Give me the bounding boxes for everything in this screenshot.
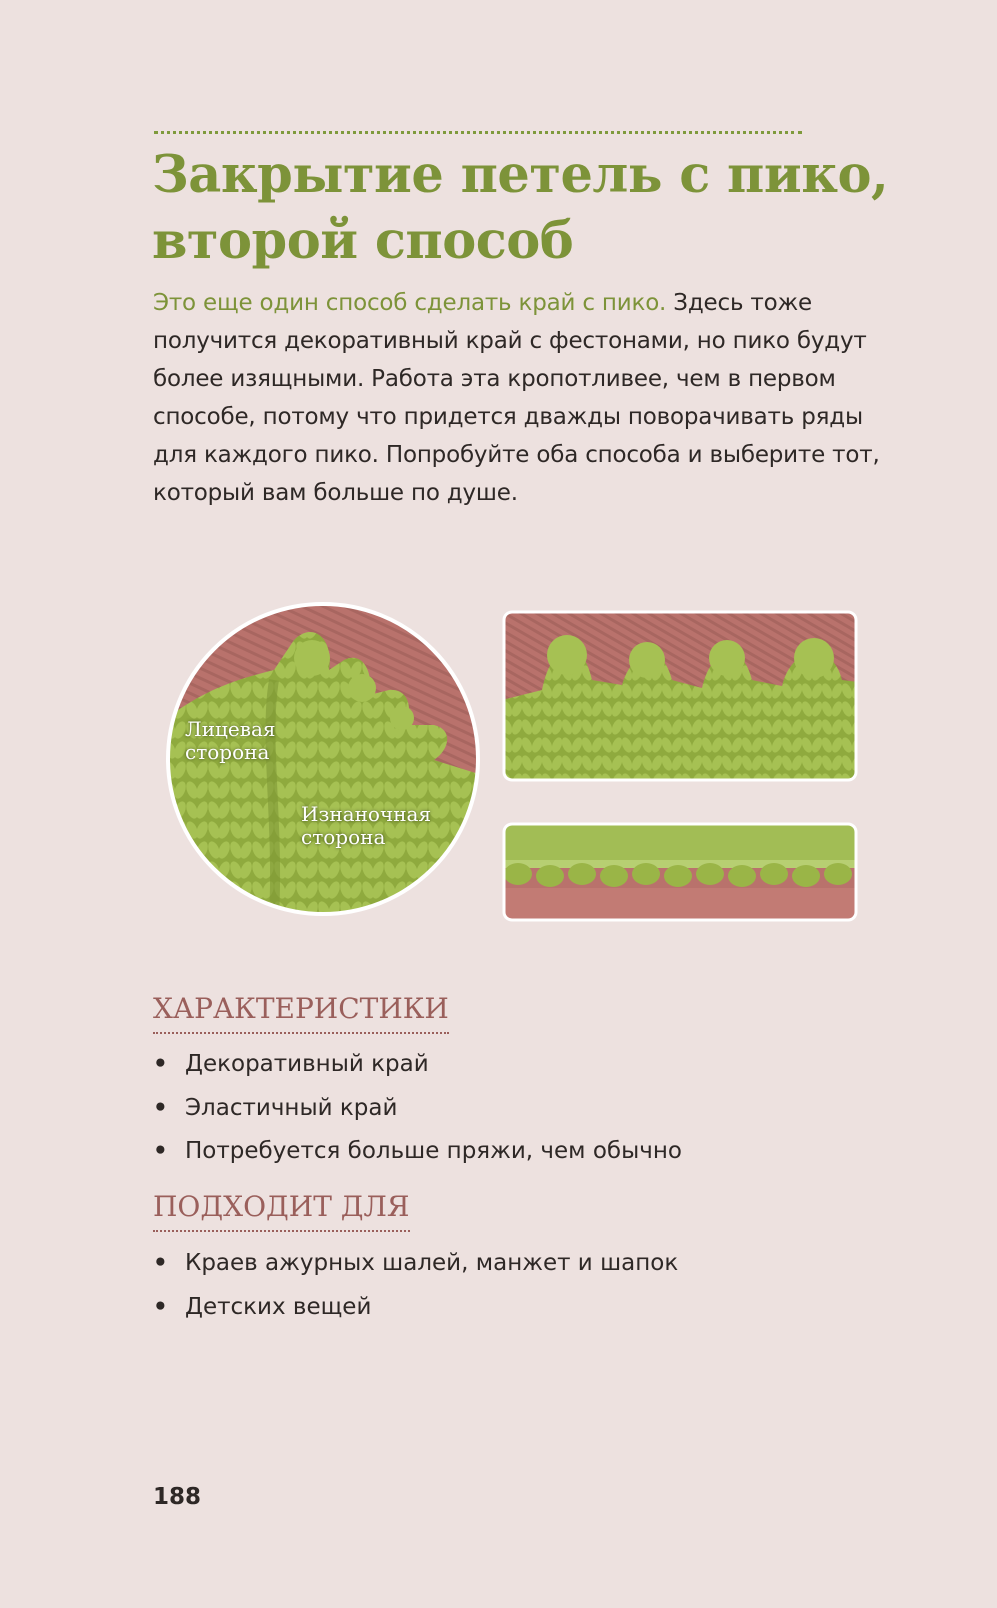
list-item-text: Декоративный край: [185, 1051, 429, 1077]
bullet-icon: •: [153, 1138, 168, 1164]
page-title-line-1: Закрытие петель с пико,: [152, 145, 889, 205]
list-item-text: Краев ажурных шалей, манжет и шапок: [185, 1250, 679, 1276]
list-item-text: Эластичный край: [185, 1094, 398, 1121]
photo-label-back-line-2: сторона: [301, 825, 386, 849]
photo-label-back-line-1: Изнаночная: [301, 802, 432, 826]
list-item-text: Потребуется больше пряжи, чем обычно: [185, 1138, 682, 1164]
photo-label-front-side: [185, 718, 276, 764]
suitable-for-heading: ПОДХОДИТ ДЛЯ: [153, 1190, 410, 1232]
bullet-icon: •: [153, 1094, 168, 1121]
suitable-for-list: [153, 1242, 678, 1329]
list-item-text: Детских вещей: [185, 1293, 372, 1320]
bullet-icon: •: [153, 1293, 168, 1320]
list-item: [153, 1130, 682, 1174]
photo-label-front-line-2: сторона: [185, 740, 270, 764]
characteristics-list: [153, 1043, 682, 1174]
page-title-line-2: второй способ: [152, 211, 574, 271]
photo-label-back-side: [301, 803, 431, 849]
photo-picot-edge-front: [502, 610, 858, 782]
photo-picot-edge-profile: [502, 822, 858, 922]
list-item: [153, 1043, 682, 1087]
intro-body: Здесь тоже получится декоративный край с фестонами, но пико будут более изящными. Работа эта кропотливее, чем в первом способе, потому что придется дважды поворачивать ряды для каждого пико. Попробуйте оба способа и выберите тот, который вам больше по душе.: [153, 290, 880, 506]
list-item: [153, 1286, 678, 1330]
list-item: [153, 1087, 682, 1131]
intro-lead: Это еще один способ сделать край с пико.: [153, 290, 667, 316]
bullet-icon: •: [153, 1250, 168, 1276]
photo-label-front-line-1: Лицевая: [185, 717, 276, 741]
bullet-icon: •: [153, 1051, 168, 1077]
list-item: [153, 1242, 678, 1286]
characteristics-heading: ХАРАКТЕРИСТИКИ: [153, 992, 449, 1034]
page-number: 188: [153, 1484, 202, 1510]
